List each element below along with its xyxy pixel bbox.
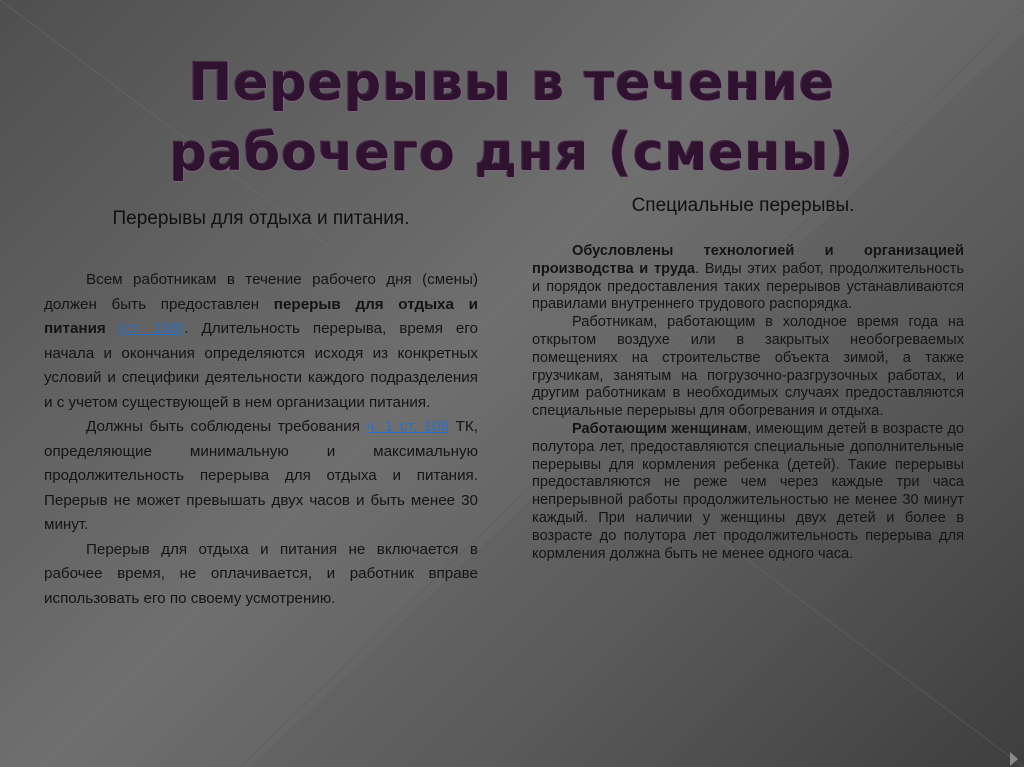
right-heading: Специальные перерывы. xyxy=(631,195,855,216)
left-paragraph-3: Перерыв для отдыха и питания не включается в рабочее время, не оплачивается, и работник вправе использовать его по своему усмотрению. xyxy=(44,540,478,607)
right-column xyxy=(532,195,964,563)
left-paragraph-2: Должны быть соблюдены требования ч. 1 ст. 108 ТК, определяющие минимальную и максимальную продолжительность перерыва для отдыха и питания. Перерыв не может превышать двух часов и быть менее 30 минут. xyxy=(44,418,478,533)
left-column xyxy=(44,200,478,611)
slide-title: Перерывы в течение рабочего дня (смены) xyxy=(169,53,855,183)
right-paragraph-2: Работникам, работающим в холодное время года на открытом воздухе или в закрытых необогреваемых помещениях на строительстве объекта зимой, а также грузчикам, занятым на погрузочно-разгрузочных работах, и другим работникам в необходимых случаях предоставляются специальные перерывы для обогревания и отдыха. xyxy=(532,314,964,420)
right-paragraph-1: Обусловлены технологией и организацией производства и труда. Виды этих работ, продолжительность и порядок предоставления таких перерывов устанавливаются правилами внутреннего трудового распорядка. xyxy=(532,243,964,313)
right-paragraph-3: Работающим женщинам, имеющим детей в возрасте до полутора лет, предоставляются специальные дополнительные перерывы для кормления ребенка (детей). Такие перерывы предоставляются не реже чем через каждые три часа непрерывной работы продолжительностью не менее 30 минут каждый. При наличии у женщины двух детей и более в возрасте до полутора лет продолжительность перерыва для кормления должна быть не менее одного часа. xyxy=(532,420,964,562)
left-paragraph-1: Всем работникам в течение рабочего дня (смены) должен быть предоставлен перерыв для отдыха и питания (ст. 108). Длительность перерыва, время его начала и окончания определяются исходя из конкретных условий и специфики деятельности каждого подразделения и с учетом существующей в нем организации питания. xyxy=(44,271,478,411)
corner-arrow-icon xyxy=(1010,752,1018,766)
article-108-part-1-link[interactable]: ч. 1 ст. 108 xyxy=(366,418,450,435)
article-108-link[interactable]: (ст. 108) xyxy=(118,320,185,337)
left-heading: Перерывы для отдыха и питания. xyxy=(112,208,410,229)
